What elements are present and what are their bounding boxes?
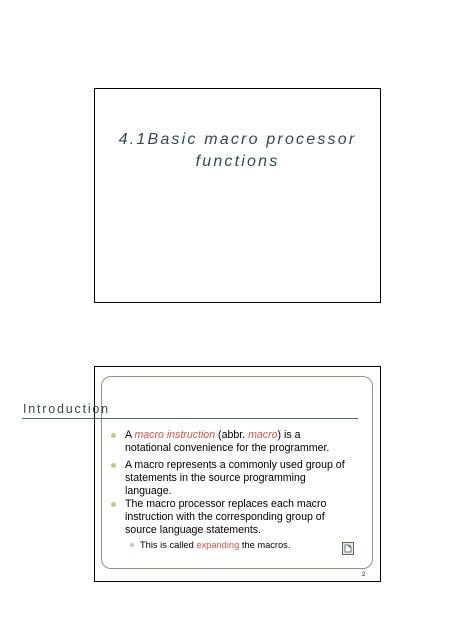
slide-title-line-1: 4.1Basic macro processor — [118, 131, 357, 148]
sub-bullet-suffix: the macros. — [239, 540, 291, 550]
page-number: 2 — [362, 572, 366, 578]
sub-bullet-prefix: This is called — [140, 540, 197, 550]
bullet-dot — [111, 463, 116, 468]
bullet-3-line-1: The macro processor replaces each macro — [125, 498, 327, 510]
heading-underline — [22, 418, 358, 419]
bullet-dot — [111, 433, 116, 438]
sub-bullet-line — [140, 539, 290, 552]
bullet-1-prefix: A — [125, 429, 135, 441]
slide-heading: Introduction — [23, 402, 110, 416]
term-macro-instruction: macro instruction — [134, 429, 216, 441]
sub-bullet-dot — [130, 543, 134, 547]
bullet-1-middle: (abbr. — [215, 429, 249, 441]
term-macro: macro — [248, 429, 278, 441]
bullet-1-line-2: notational convenience for the programmer. — [125, 442, 330, 454]
bullet-2-line-1: A macro represents a commonly used group of — [125, 459, 345, 471]
term-expanding: expanding — [196, 540, 240, 550]
slide-title-line-2: functions — [195, 153, 280, 170]
bullet-2-line-3: language. — [125, 485, 172, 497]
bullet-1-line-1 — [125, 429, 301, 442]
bullet-dot — [111, 502, 116, 507]
bullet-3-line-2: instruction with the corresponding group of — [125, 511, 325, 523]
document-icon[interactable] — [342, 542, 354, 555]
slide-title — [95, 129, 380, 173]
slide-1 — [94, 88, 381, 303]
bullet-1-suffix: ) is a — [277, 429, 301, 441]
bullet-3-line-3: source language statements. — [125, 524, 262, 536]
bullet-2-line-2: statements in the source programming — [125, 472, 306, 484]
